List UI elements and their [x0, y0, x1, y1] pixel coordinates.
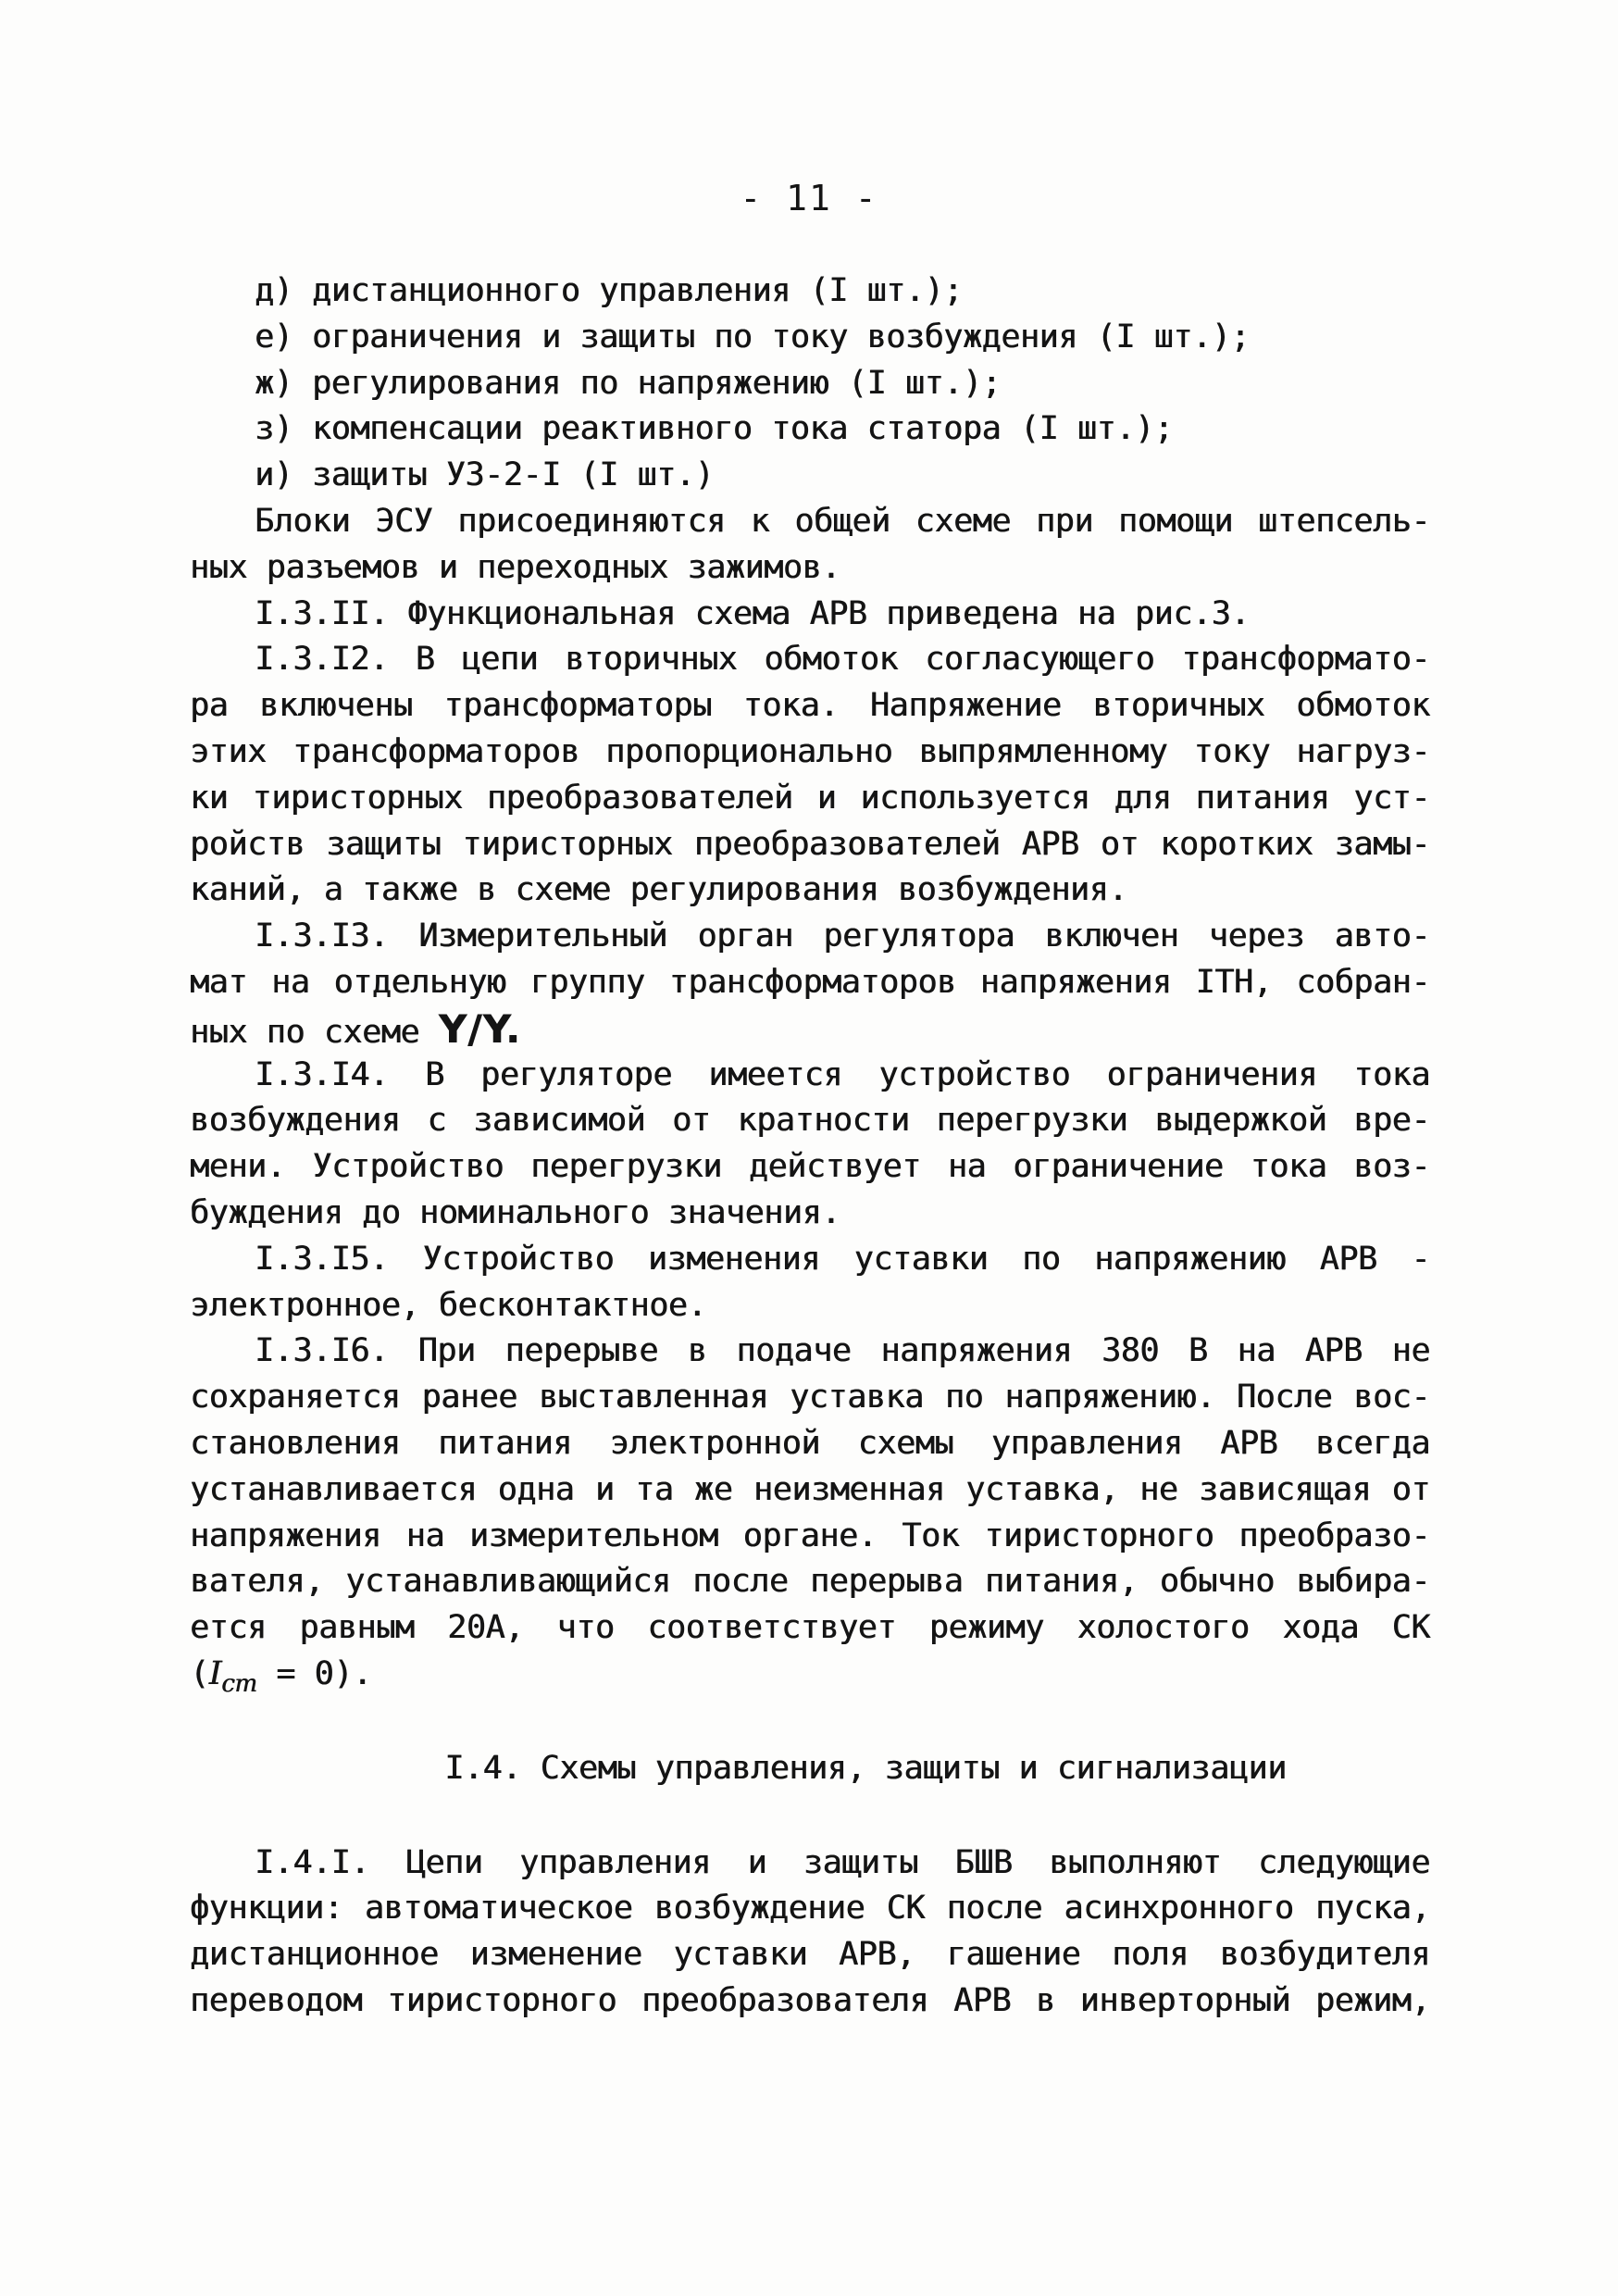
paragraph-line: ройств защиты тиристорных преобразователей АРВ от коротких замы- — [190, 825, 1430, 863]
paragraph-line: переводом тиристорного преобразователя АРВ в инверторный режим, — [190, 1981, 1430, 2019]
paragraph-line: становления питания электронной схемы управления АРВ всегда — [190, 1424, 1430, 1462]
paragraph-line: этих трансформаторов пропорционально выпрямленному току нагруз- — [190, 732, 1430, 770]
paragraph-line: I.3.I2. В цепи вторичных обмоток согласующего трансформато- — [255, 641, 1430, 679]
formula-current-symbol: I — [208, 1654, 222, 1692]
paragraph-line: ных разъемов и переходных зажимов. — [190, 548, 840, 586]
paragraph-line: I.3.I6. При перерыве в подаче напряжения 380 В на АРВ не — [255, 1332, 1430, 1370]
paragraph-line: напряжения на измерительном органе. Ток тиристорного преобразо- — [190, 1516, 1430, 1554]
list-item-zh: ж) регулирования по напряжению (I шт.); — [255, 364, 1002, 402]
page-body — [190, 268, 1430, 2025]
paragraph-line: I.3.II. Функциональная схема АРВ приведена на рис.3. — [255, 594, 1250, 632]
paragraph-line: вателя, устанавливающийся после перерыва питания, обычно выбира- — [190, 1563, 1430, 1601]
list-item-i: и) защиты УЗ-2-I (I шт.) — [255, 456, 715, 494]
paragraph-line — [190, 1006, 1430, 1053]
paragraph-line: мат на отдельную группу трансформаторов напряжения IТН, собран- — [190, 963, 1430, 1001]
paragraph-line: I.3.I3. Измерительный орган регулятора включен через авто- — [255, 917, 1430, 955]
formula-open-paren: ( — [190, 1654, 209, 1692]
list-item-z: з) компенсации реактивного тока статора (I шт.); — [255, 410, 1174, 448]
paragraph-line: ра включены трансформаторы тока. Напряжение вторичных обмоток — [190, 687, 1430, 725]
paragraph-line: ется равным 20А, что соответствует режиму холостого хода СК — [190, 1609, 1430, 1647]
paragraph-line: Блоки ЭСУ присоединяются к общей схеме при помощи штепсель- — [255, 502, 1430, 540]
list-item-e: е) ограничения и защиты по току возбуждения (I шт.); — [255, 318, 1250, 356]
list-item-d: д) дистанционного управления (I шт.); — [255, 272, 963, 309]
paragraph-line: сохраняется ранее выставленная уставка по напряжению. После вос- — [190, 1379, 1430, 1416]
section-gap — [190, 1698, 1430, 1746]
paragraph-line: I.3.I4. В регуляторе имеется устройство ограничения тока — [255, 1055, 1430, 1093]
paragraph-line: I.3.I5. Устройство изменения уставки по напряжению АРВ - — [255, 1240, 1430, 1278]
paragraph-line: функции: автоматическое возбуждение СК после асинхронного пуска, — [190, 1890, 1430, 1928]
paragraph-line: электронное, бесконтактное. — [190, 1286, 707, 1324]
paragraph-line: буждения до номинального значения. — [190, 1193, 840, 1231]
paragraph-line: устанавливается одна и та же неизменная уставка, не зависящая от — [190, 1470, 1430, 1508]
paragraph-line: I.4.I. Цепи управления и защиты БШВ выполняют следующие — [255, 1843, 1430, 1881]
line-text: ных по схеме — [190, 1013, 439, 1051]
paragraph-line: каний, а также в схеме регулирования возбуждения. — [190, 871, 1127, 909]
paragraph-line: возбуждения с зависимой от кратности перегрузки выдержкой вре- — [190, 1102, 1430, 1140]
formula-rest: = 0). — [256, 1654, 372, 1692]
formula-line — [190, 1652, 1430, 1698]
paragraph-line: дистанционное изменение уставки АРВ, гашение поля возбудителя — [190, 1936, 1430, 1974]
paragraph-line: ки тиристорных преобразователей и используется для питания уст- — [190, 779, 1430, 817]
connection-symbol: Y/Y. — [438, 1005, 521, 1052]
formula-subscript: ст — [221, 1669, 257, 1698]
paragraph-line: мени. Устройство перегрузки действует на ограничение тока воз- — [190, 1148, 1430, 1186]
section-gap — [190, 1792, 1430, 1841]
section-heading: I.4. Схемы управления, защиты и сигнализации — [444, 1749, 1287, 1787]
page-number: - 11 - — [740, 178, 878, 218]
